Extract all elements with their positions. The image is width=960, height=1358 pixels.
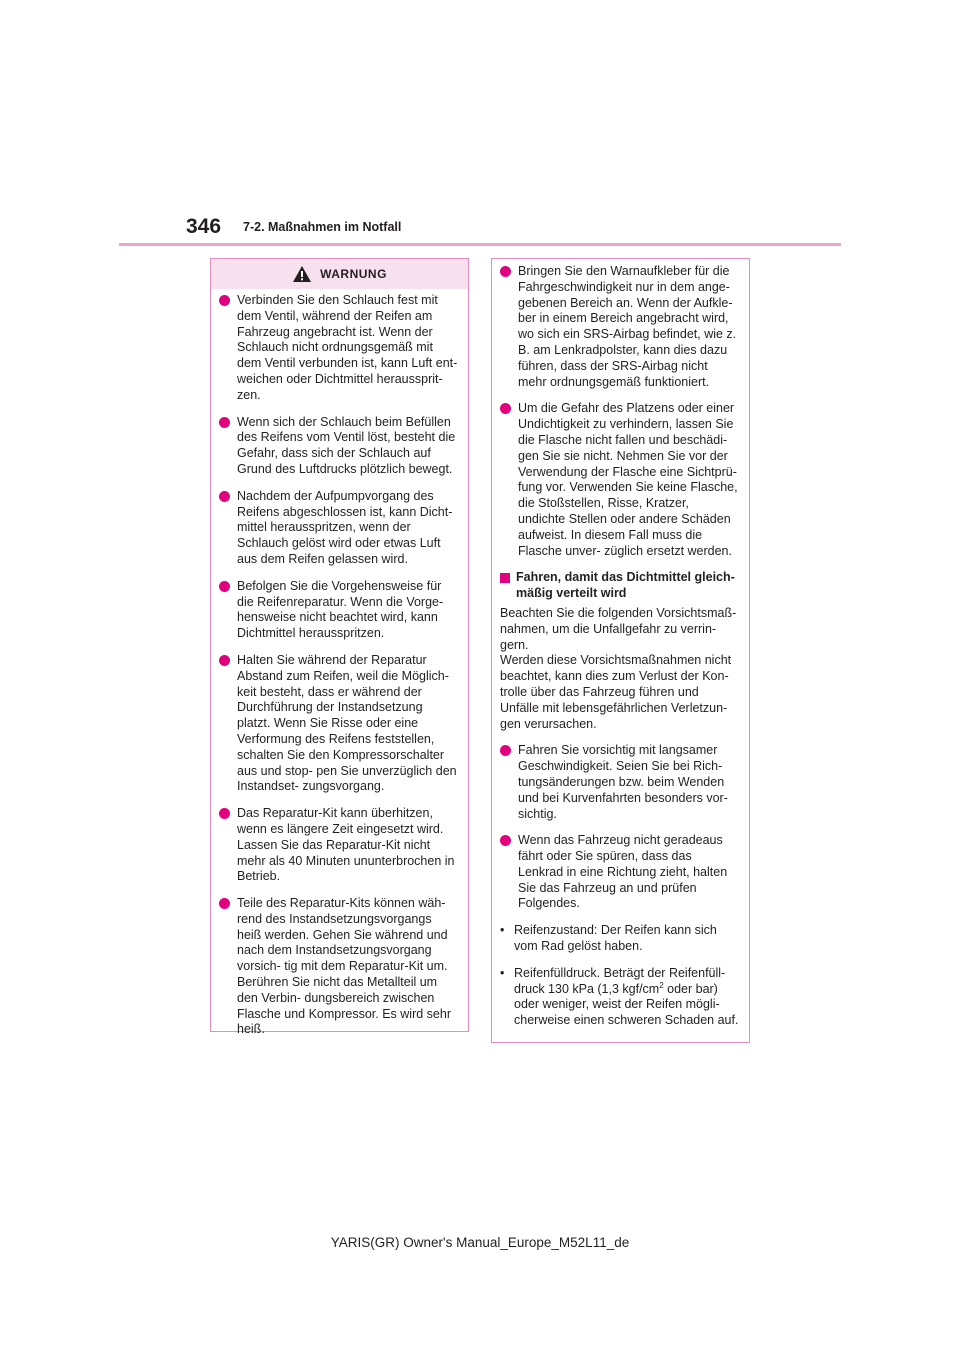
warning-item bbox=[500, 401, 739, 559]
warning-title: WARNUNG bbox=[320, 267, 387, 281]
sub-bullet-mark: • bbox=[500, 965, 505, 980]
warning-item bbox=[219, 415, 458, 478]
sub-item-text-part: oder bar) oder weniger, weist der Reifen mögli- cherweise einen schweren Schaden auf. bbox=[514, 981, 739, 1028]
bullet-icon bbox=[219, 581, 230, 592]
bullet-icon bbox=[500, 745, 511, 756]
section-title: 7-2. Maßnahmen im Notfall bbox=[243, 220, 402, 234]
warning-item bbox=[500, 264, 739, 390]
subheading-text: Fahren, damit das Dichtmittel gleich- mäßig verteilt wird bbox=[516, 570, 735, 601]
square-marker-icon bbox=[500, 573, 510, 583]
warning-item-text: Wenn das Fahrzeug nicht geradeaus fährt oder Sie spüren, dass das Lenkrad in eine Richtung zieht, halten Sie das Fahrzeug an und prüfen Folgendes. bbox=[518, 833, 728, 911]
subheading bbox=[500, 570, 739, 602]
warning-box-continued bbox=[491, 258, 750, 1043]
header-rule bbox=[119, 243, 841, 246]
warning-item bbox=[219, 653, 458, 795]
sub-item bbox=[500, 923, 739, 955]
bullet-icon bbox=[219, 655, 230, 666]
bullet-icon bbox=[219, 808, 230, 819]
sub-item-text: Reifenzustand: Der Reifen kann sich vom Rad gelöst haben. bbox=[514, 923, 717, 954]
footer-text: YARIS(GR) Owner's Manual_Europe_M52L11_de bbox=[330, 1235, 630, 1250]
warning-item bbox=[500, 743, 739, 822]
warning-triangle-icon bbox=[292, 265, 312, 283]
sub-item bbox=[500, 966, 739, 1029]
warning-item-text: Fahren Sie vorsichtig mit langsamer Geschwindigkeit. Seien Sie bei Rich- tungsänderungen bzw. beim Wenden und bei Kurvenfahrten besonders vor- sichtig. bbox=[518, 743, 728, 821]
warning-item-text: Verbinden Sie den Schlauch fest mit dem Ventil, während der Reifen am Fahrzeug angebracht ist. Wenn der Schlauch nicht ordnungsgemäß mit dem Ventil verbunden ist, kann Luft ent- weichen oder Dichtmittel heraussprit- zen. bbox=[237, 293, 458, 402]
warning-item-text: Das Reparatur-Kit kann überhitzen, wenn es längere Zeit eingesetzt wird. Lassen Sie das Reparatur-Kit nicht mehr als 40 Minuten ununterbrochen in Betrieb. bbox=[237, 806, 455, 884]
continued-content bbox=[492, 259, 749, 1029]
warning-item bbox=[500, 833, 739, 912]
warning-item-text: Befolgen Sie die Vorgehensweise für die Reifenreparatur. Wenn die Vorge- hensweise nicht beachtet wird, kann Dichtmittel herausspritzen. bbox=[237, 578, 444, 641]
warning-item bbox=[219, 579, 458, 642]
bullet-icon bbox=[219, 898, 230, 909]
superscript: 2 bbox=[659, 980, 664, 990]
sub-bullet-mark: • bbox=[500, 923, 505, 938]
warning-item-text: Wenn sich der Schlauch beim Befüllen des Reifens vom Ventil löst, besteht die Gefahr, dass sich der Schlauch auf Grund des Luftdrucks plötzlich bewegt. bbox=[237, 414, 456, 476]
warning-item-text: Halten Sie während der Reparatur Abstand zum Reifen, weil die Möglich- keit besteht, dass er während der Durchführung der Instandsetzung platzt. Wenn Sie Risse oder eine Verformung des Reifens feststellen, schalten Sie den Kompressorschalter aus und stop- pen Sie unverzüglich den Instandset- zungsvorgang. bbox=[237, 652, 457, 794]
page-number: 346 bbox=[186, 215, 222, 238]
bullet-icon bbox=[500, 835, 511, 846]
warning-item bbox=[219, 293, 458, 404]
warning-box bbox=[210, 258, 469, 1037]
bullet-icon bbox=[219, 295, 230, 306]
sub-item-text-part: Reifenfülldruck. Beträgt der Reifenfüll- druck 130 kPa (1,3 kgf/cm bbox=[514, 965, 726, 996]
warning-item-text: Nachdem der Aufpumpvorgang des Reifens abgeschlossen ist, kann Dicht- mittel herausspritzen, wenn der Schlauch gelöst wird oder etwas Luft aus dem Reifen gelassen wird. bbox=[237, 488, 453, 566]
warning-content bbox=[211, 289, 468, 1038]
warning-item-text: Bringen Sie den Warnaufkleber für die Fahrgeschwindigkeit nur in dem ange- gebenen Bereich an. Wenn der Aufkle- ber in einem Bereich angebracht wird, wo sich ein SRS-Airbag befindet, wie z. B. am Lenkradpolster, kann dies dazu führen, dass der SRS-Airbag nicht mehr ordnungsgemäß funktioniert. bbox=[518, 264, 737, 389]
bullet-icon bbox=[500, 403, 511, 414]
warning-item bbox=[219, 806, 458, 885]
warning-header bbox=[211, 259, 468, 289]
bullet-icon bbox=[219, 417, 230, 428]
warning-item-text: Um die Gefahr des Platzens oder einer Undichtigkeit zu verhindern, lassen Sie die Flasche nicht fallen und beschädi- gen Sie sie nicht. Nehmen Sie vor der Verwendung der Flasche eine Sichtprü- fung vor. Verwenden Sie keine Flasche, die Stoßstellen, Risse, Kratzer, undichte Stellen oder andere Schäden aufweist. In diesem Fall muss die Flasche unver- züglich ersetzt werden. bbox=[518, 401, 738, 558]
bullet-icon bbox=[219, 491, 230, 502]
sub-item-text bbox=[514, 966, 739, 1029]
warning-item bbox=[219, 896, 458, 1038]
bullet-icon bbox=[500, 266, 511, 277]
warning-item-text: Teile des Reparatur-Kits können wäh- rend des Instandsetzungsvorgangs heiß werden. Gehen Sie während und nach dem Instandsetzungsvorgang vorsich- tig mit dem Reparatur-Kit um. Berühren Sie nicht das Metallteil um den Verbin- dungsbereich zwischen Flasche und Kompressor. Es wird sehr heiß. bbox=[237, 896, 451, 1037]
warning-item bbox=[219, 489, 458, 568]
paragraph: Beachten Sie die folgenden Vorsichtsmaß- nahmen, um die Unfallgefahr zu verrin- gern. Werden diese Vorsichtsmaßnahmen nicht beachtet, kann dies zum Verlust der Kon- trolle über das Fahrzeug führen und Unfälle mit lebensgefährlichen Verletzun- gen verursachen. bbox=[500, 605, 737, 731]
